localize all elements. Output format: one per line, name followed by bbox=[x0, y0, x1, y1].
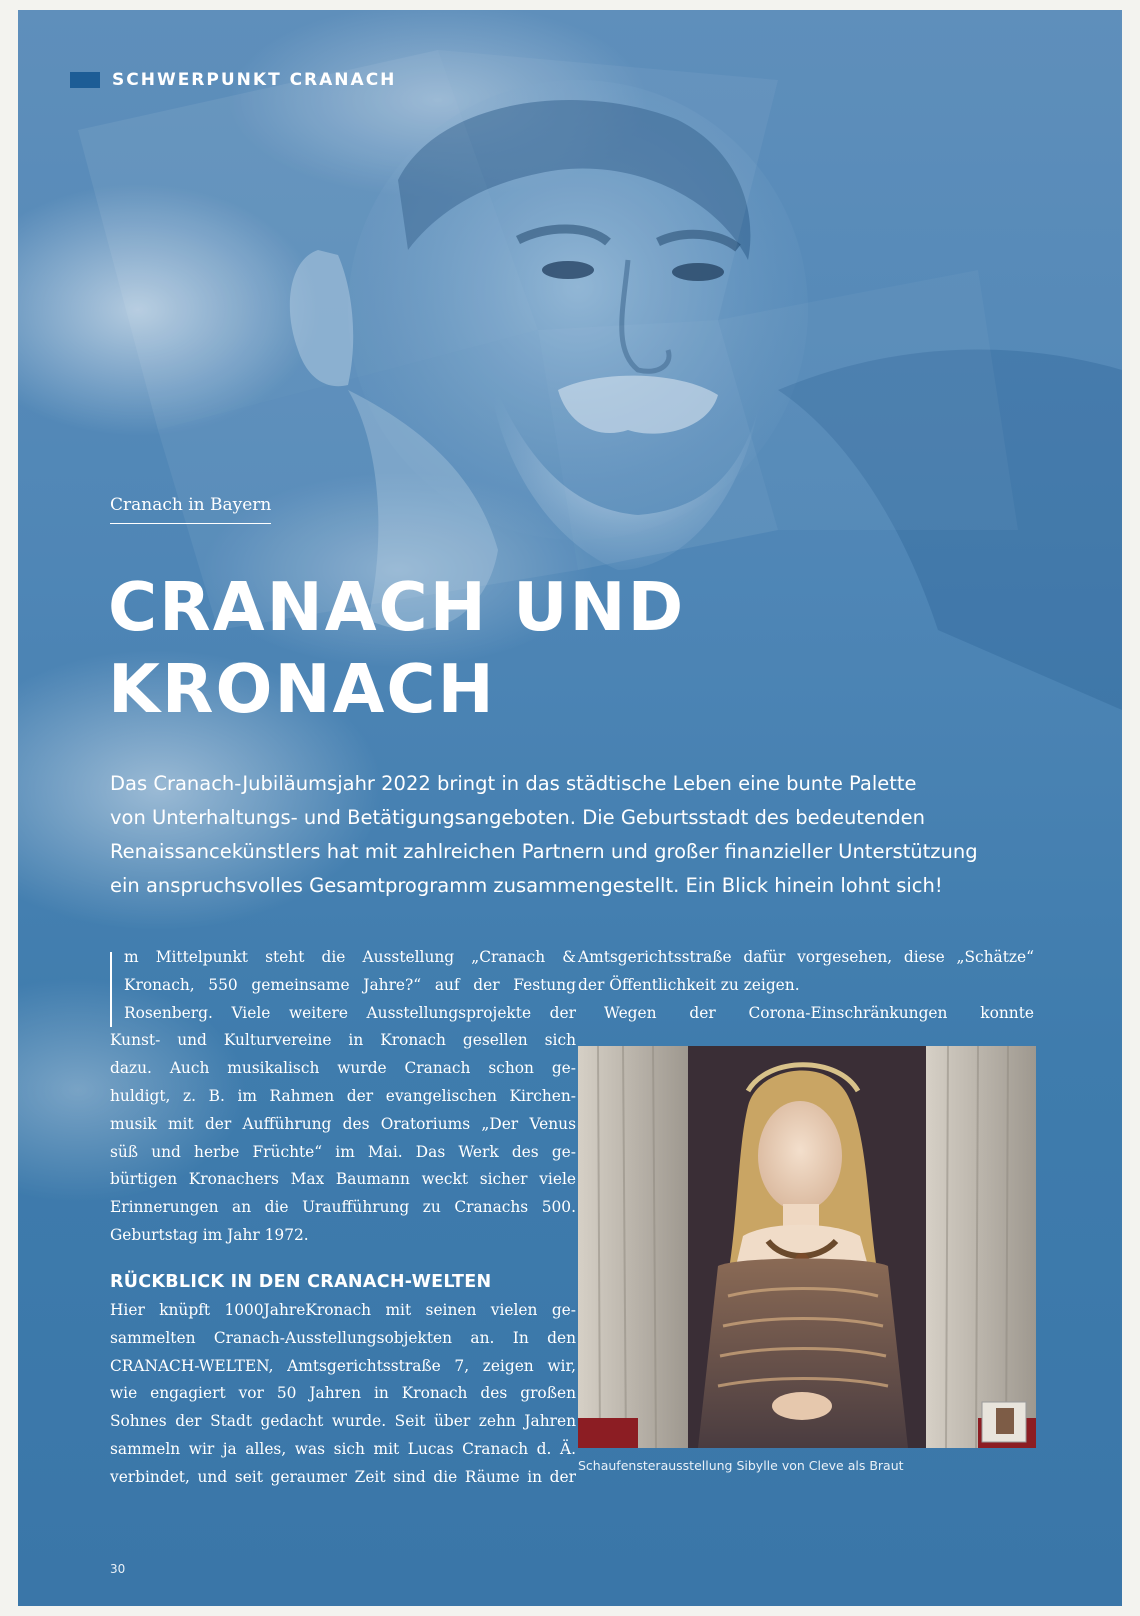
body-line: Amtsgerichtsstraße dafür vorgesehen, diese „Schätze“ bbox=[578, 948, 1034, 966]
body-line: Wegen der Corona-Einschränkungen konnte bbox=[604, 1003, 1034, 1022]
lead-line: Renaissancekünstlers hat mit zahlreichen Partnern und großer finanzieller Unterstützung bbox=[110, 840, 978, 863]
photo-caption: Schaufensterausstellung Sibylle von Cleve als Braut bbox=[578, 1458, 904, 1473]
magazine-page bbox=[18, 10, 1122, 1606]
body-line: sammeln wir ja alles, was sich mit Lucas Cranach d. Ä. bbox=[110, 1439, 576, 1458]
body-line: Kunst- und Kulturvereine in Kronach gesellen sich bbox=[110, 1031, 576, 1050]
section-kicker bbox=[70, 68, 396, 92]
lead-line: ein anspruchsvolles Gesamtprogramm zusammengestellt. Ein Blick hinein lohnt sich! bbox=[110, 874, 943, 897]
body-line: verbindet, und seit geraumer Zeit sind die Räume in der bbox=[110, 1467, 576, 1486]
headline-line: KRONACH bbox=[108, 650, 496, 728]
headline-line: CRANACH UND bbox=[108, 568, 686, 646]
body-line: der Öffentlichkeit zu zeigen. bbox=[578, 975, 800, 994]
body-line: sammelten Cranach-Ausstellungsobjekten an. In den bbox=[110, 1328, 576, 1347]
body-line: huldigt, z. B. im Rahmen der evangelischen Kirchen- bbox=[110, 1086, 576, 1105]
body-line: bürtigen Kronachers Max Baumann weckt sicher viele bbox=[110, 1170, 576, 1189]
body-column-left-2 bbox=[110, 1297, 576, 1492]
body-column-right bbox=[578, 944, 1034, 1027]
painting-illustration bbox=[578, 1046, 1036, 1448]
shop-window-photo bbox=[578, 1046, 1036, 1448]
body-line: m Mittelpunkt steht die Ausstellung „Cranach & bbox=[124, 948, 576, 966]
lead-paragraph bbox=[110, 767, 1040, 903]
body-line: süß und herbe Früchte“ im Mai. Das Werk des ge- bbox=[110, 1142, 576, 1161]
body-line: wie engagiert vor 50 Jahren in Kronach des großen bbox=[110, 1384, 576, 1403]
headline bbox=[108, 566, 808, 730]
kicker-text: SCHWERPUNKT CRANACH bbox=[112, 70, 397, 90]
body-line: Geburtstag im Jahr 1972. bbox=[110, 1225, 309, 1244]
body-line: dazu. Auch musikalisch wurde Cranach schon ge- bbox=[110, 1059, 576, 1078]
kicker-bar bbox=[70, 72, 100, 88]
body-line: Hier knüpft 1000JahreKronach mit seinen vielen ge- bbox=[110, 1301, 576, 1319]
lead-line: von Unterhaltungs- und Betätigungsangeboten. Die Geburtsstadt des bedeutenden bbox=[110, 806, 926, 829]
body-line: Kronach, 550 gemeinsame Jahre?“ auf der Festung bbox=[124, 975, 576, 994]
body-line: Sohnes der Stadt gedacht wurde. Seit über zehn Jahren bbox=[110, 1412, 576, 1431]
rubric: Cranach in Bayern bbox=[110, 495, 271, 524]
page-number: 30 bbox=[110, 1562, 126, 1576]
body-line: musik mit der Aufführung des Oratoriums „Der Venus bbox=[110, 1114, 576, 1133]
body-line: CRANACH-WELTEN, Amtsgerichtsstraße 7, zeigen wir, bbox=[110, 1356, 576, 1375]
body-column-left bbox=[110, 944, 576, 1250]
body-line: Rosenberg. Viele weitere Ausstellungsprojekte der bbox=[124, 1003, 576, 1022]
lead-line: Das Cranach-Jubiläumsjahr 2022 bringt in das städtische Leben eine bunte Palette bbox=[110, 772, 917, 795]
body-line: Erinnerungen an die Uraufführung zu Cranachs 500. bbox=[110, 1198, 576, 1217]
subheading: RÜCKBLICK IN DEN CRANACH-WELTEN bbox=[110, 1272, 492, 1292]
